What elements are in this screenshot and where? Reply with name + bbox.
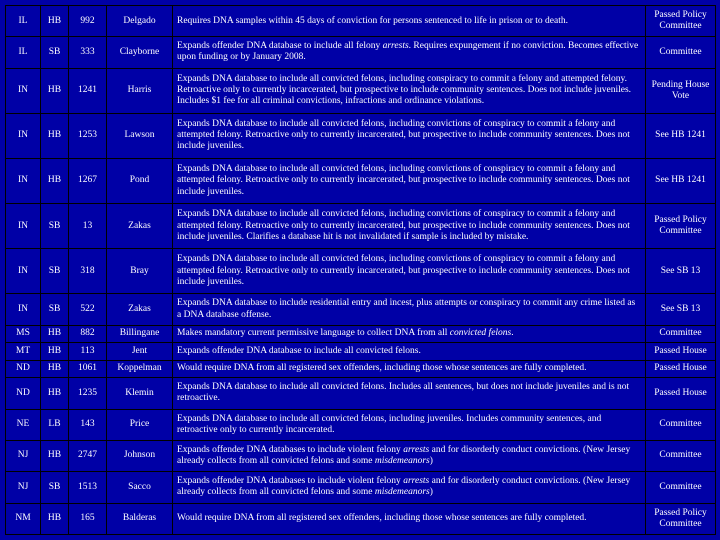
bill-type-cell: HB <box>41 158 69 203</box>
bill-number-cell: 992 <box>69 6 107 37</box>
description-segment: Would require DNA from all registered sex offenders, including those whose sentences are fully completed. <box>177 363 587 374</box>
description-segment: Expands DNA database to include all convicted felons, including convictions of conspiracy to commit a felony and attempted felony. Retroactive only to currently incarcerated, but prospective to include community sentences. Does not include juveniles. <box>177 119 630 152</box>
table-row <box>6 343 716 361</box>
state-cell: NE <box>6 409 41 440</box>
status-cell: Passed Policy Committee <box>646 204 716 249</box>
description-segment: Expands DNA database to include all convicted felons, including juveniles. Includes community sentences, and retroactive only to currently incarcerated. <box>177 413 602 435</box>
description-segment: Expands DNA database to include all convicted felons, including convictions of conspiracy to commit a felony and attempted felony. Retroactive only to currently incarcerated, but prospective to include community sentences. Does not include juveniles. <box>177 254 630 287</box>
description-segment: Expands DNA database to include all convicted felons, including convictions of conspiracy to commit a felony and attempted felony. Retroactive only to currently incarcerated, but prospective to include community sentences. Does not include juveniles. <box>177 164 630 197</box>
bill-number-cell: 882 <box>69 325 107 343</box>
bill-number-cell: 1253 <box>69 113 107 158</box>
bill-number-cell: 333 <box>69 37 107 68</box>
table-row <box>6 294 716 325</box>
state-cell: IL <box>6 37 41 68</box>
table-row <box>6 409 716 440</box>
bill-type-cell: HB <box>41 325 69 343</box>
sponsor-cell: Sacco <box>107 472 173 503</box>
table-row <box>6 440 716 471</box>
description-segment: and for disorderly conduct convictions. (New Jersey already collects from all convicted felons and some <box>177 444 631 467</box>
sponsor-cell: Billingane <box>107 325 173 343</box>
description-segment: . Requires expungement if no conviction. Becomes effective upon funding or by January 2008. <box>177 41 639 63</box>
description-segment: Would require DNA from all registered sex offenders, including those whose sentences are fully completed. <box>177 513 587 524</box>
description-cell <box>173 249 646 294</box>
description-cell <box>173 409 646 440</box>
bill-type-cell: HB <box>41 440 69 471</box>
state-cell: NM <box>6 503 41 534</box>
status-cell: Committee <box>646 37 716 68</box>
bill-number-cell: 1241 <box>69 68 107 113</box>
description-italic-segment: arrests <box>403 444 430 455</box>
description-cell <box>173 68 646 113</box>
table-row <box>6 360 716 378</box>
description-segment: Expands offender DNA database to include all convicted felons. <box>177 345 421 356</box>
bill-number-cell: 1267 <box>69 158 107 203</box>
status-cell: See HB 1241 <box>646 113 716 158</box>
sponsor-cell: Balderas <box>107 503 173 534</box>
bill-number-cell: 143 <box>69 409 107 440</box>
state-cell: ND <box>6 360 41 378</box>
bill-type-cell: SB <box>41 294 69 325</box>
description-cell <box>173 472 646 503</box>
bill-number-cell: 1061 <box>69 360 107 378</box>
state-cell: NJ <box>6 472 41 503</box>
description-italic-segment: convicted felons <box>449 328 512 339</box>
bill-type-cell: HB <box>41 68 69 113</box>
sponsor-cell: Koppelman <box>107 360 173 378</box>
sponsor-cell: Pond <box>107 158 173 203</box>
description-italic-segment: misdemeanors <box>374 456 430 467</box>
state-cell: MT <box>6 343 41 361</box>
description-segment: Expands offender DNA databases to include violent felony <box>177 476 404 487</box>
status-cell: Committee <box>646 325 716 343</box>
description-cell <box>173 204 646 249</box>
bill-type-cell: LB <box>41 409 69 440</box>
description-cell <box>173 360 646 378</box>
status-cell: Committee <box>646 472 716 503</box>
description-segment: Expands offender DNA database to include all felony <box>177 41 383 52</box>
bill-type-cell: SB <box>41 204 69 249</box>
description-segment: Expands DNA database to include all convicted felons, including conspiracy to commit a felony and attempted felony. Retroactive only to currently incarcerated, but prospective to include community sentences. Does not include juveniles. Includes $1 fee for all criminal convictions, infractions and ordinance violations. <box>177 73 632 107</box>
table-row <box>6 503 716 534</box>
status-cell: Passed Policy Committee <box>646 6 716 37</box>
sponsor-cell: Jent <box>107 343 173 361</box>
table-body <box>6 6 716 535</box>
status-cell: See SB 13 <box>646 294 716 325</box>
description-segment: and for disorderly conduct convictions. (New Jersey already collects from all convicted felons and some <box>177 476 631 498</box>
sponsor-cell: Clayborne <box>107 37 173 68</box>
description-cell <box>173 343 646 361</box>
description-segment: Expands DNA database to include all convicted felons, including convictions of conspiracy to commit a felony and attempted felony. Retroactive only to currently incarcerated, but prospective to include community sentences. Does not include juveniles. Clarifies a database hit is not invalidated if sample is included by mistake. <box>177 209 630 242</box>
bill-type-cell: SB <box>41 37 69 68</box>
state-cell: IN <box>6 113 41 158</box>
bill-type-cell: SB <box>41 249 69 294</box>
description-segment: Expands DNA database to include residential entry and incest, plus attempts or conspiracy to commit any crime listed as a DNA database offense. <box>177 298 636 320</box>
status-cell: Passed House <box>646 378 716 409</box>
description-segment: ) <box>429 487 433 498</box>
status-cell: Pending House Vote <box>646 68 716 113</box>
status-cell: Passed House <box>646 343 716 361</box>
bill-type-cell: SB <box>41 472 69 503</box>
sponsor-cell: Bray <box>107 249 173 294</box>
bill-number-cell: 165 <box>69 503 107 534</box>
table-row <box>6 249 716 294</box>
description-segment: Makes mandatory current permissive language to collect DNA from all <box>177 328 450 339</box>
description-cell <box>173 37 646 68</box>
bill-number-cell: 2747 <box>69 440 107 471</box>
state-cell: IN <box>6 68 41 113</box>
description-cell <box>173 440 646 471</box>
bill-type-cell: HB <box>41 503 69 534</box>
description-cell <box>173 6 646 37</box>
description-italic-segment: arrests <box>382 41 409 52</box>
table-row <box>6 325 716 343</box>
bill-type-cell: HB <box>41 378 69 409</box>
table-row <box>6 158 716 203</box>
description-cell <box>173 378 646 409</box>
table-row <box>6 37 716 68</box>
description-italic-segment: arrests <box>403 476 430 487</box>
description-cell <box>173 294 646 325</box>
description-cell <box>173 503 646 534</box>
description-italic-segment: misdemeanors <box>374 487 430 498</box>
bill-type-cell: HB <box>41 343 69 361</box>
state-cell: IN <box>6 158 41 203</box>
sponsor-cell: Price <box>107 409 173 440</box>
bill-number-cell: 1513 <box>69 472 107 503</box>
status-cell: Passed House <box>646 360 716 378</box>
bill-number-cell: 113 <box>69 343 107 361</box>
sponsor-cell: Zakas <box>107 294 173 325</box>
status-cell: Committee <box>646 440 716 471</box>
description-segment: ) <box>429 456 433 467</box>
bill-type-cell: HB <box>41 113 69 158</box>
dna-legislation-table <box>5 5 716 535</box>
bill-number-cell: 13 <box>69 204 107 249</box>
table-row <box>6 204 716 249</box>
description-segment: Requires DNA samples within 45 days of conviction for persons sentenced to life in prison or to death. <box>177 15 569 26</box>
bill-number-cell: 318 <box>69 249 107 294</box>
status-cell: Passed Policy Committee <box>646 503 716 534</box>
state-cell: IN <box>6 249 41 294</box>
description-segment: Expands DNA database to include all convicted felons. Includes all sentences, but does not include juveniles and is not retroactive. <box>177 382 630 404</box>
description-cell <box>173 158 646 203</box>
sponsor-cell: Harris <box>107 68 173 113</box>
state-cell: MS <box>6 325 41 343</box>
bill-type-cell: HB <box>41 6 69 37</box>
sponsor-cell: Lawson <box>107 113 173 158</box>
description-segment: Expands offender DNA databases to include violent felony <box>177 444 404 455</box>
state-cell: IL <box>6 6 41 37</box>
sponsor-cell: Johnson <box>107 440 173 471</box>
sponsor-cell: Klemin <box>107 378 173 409</box>
table-row <box>6 378 716 409</box>
state-cell: IN <box>6 204 41 249</box>
state-cell: ND <box>6 378 41 409</box>
state-cell: NJ <box>6 440 41 471</box>
bill-type-cell: HB <box>41 360 69 378</box>
status-cell: See HB 1241 <box>646 158 716 203</box>
table-row <box>6 472 716 503</box>
table-row <box>6 113 716 158</box>
table-row <box>6 6 716 37</box>
description-cell <box>173 325 646 343</box>
status-cell: Committee <box>646 409 716 440</box>
sponsor-cell: Delgado <box>107 6 173 37</box>
description-cell <box>173 113 646 158</box>
status-cell: See SB 13 <box>646 249 716 294</box>
bill-number-cell: 1235 <box>69 378 107 409</box>
sponsor-cell: Zakas <box>107 204 173 249</box>
bill-number-cell: 522 <box>69 294 107 325</box>
table-row <box>6 68 716 113</box>
state-cell: IN <box>6 294 41 325</box>
description-segment: . <box>511 328 514 339</box>
